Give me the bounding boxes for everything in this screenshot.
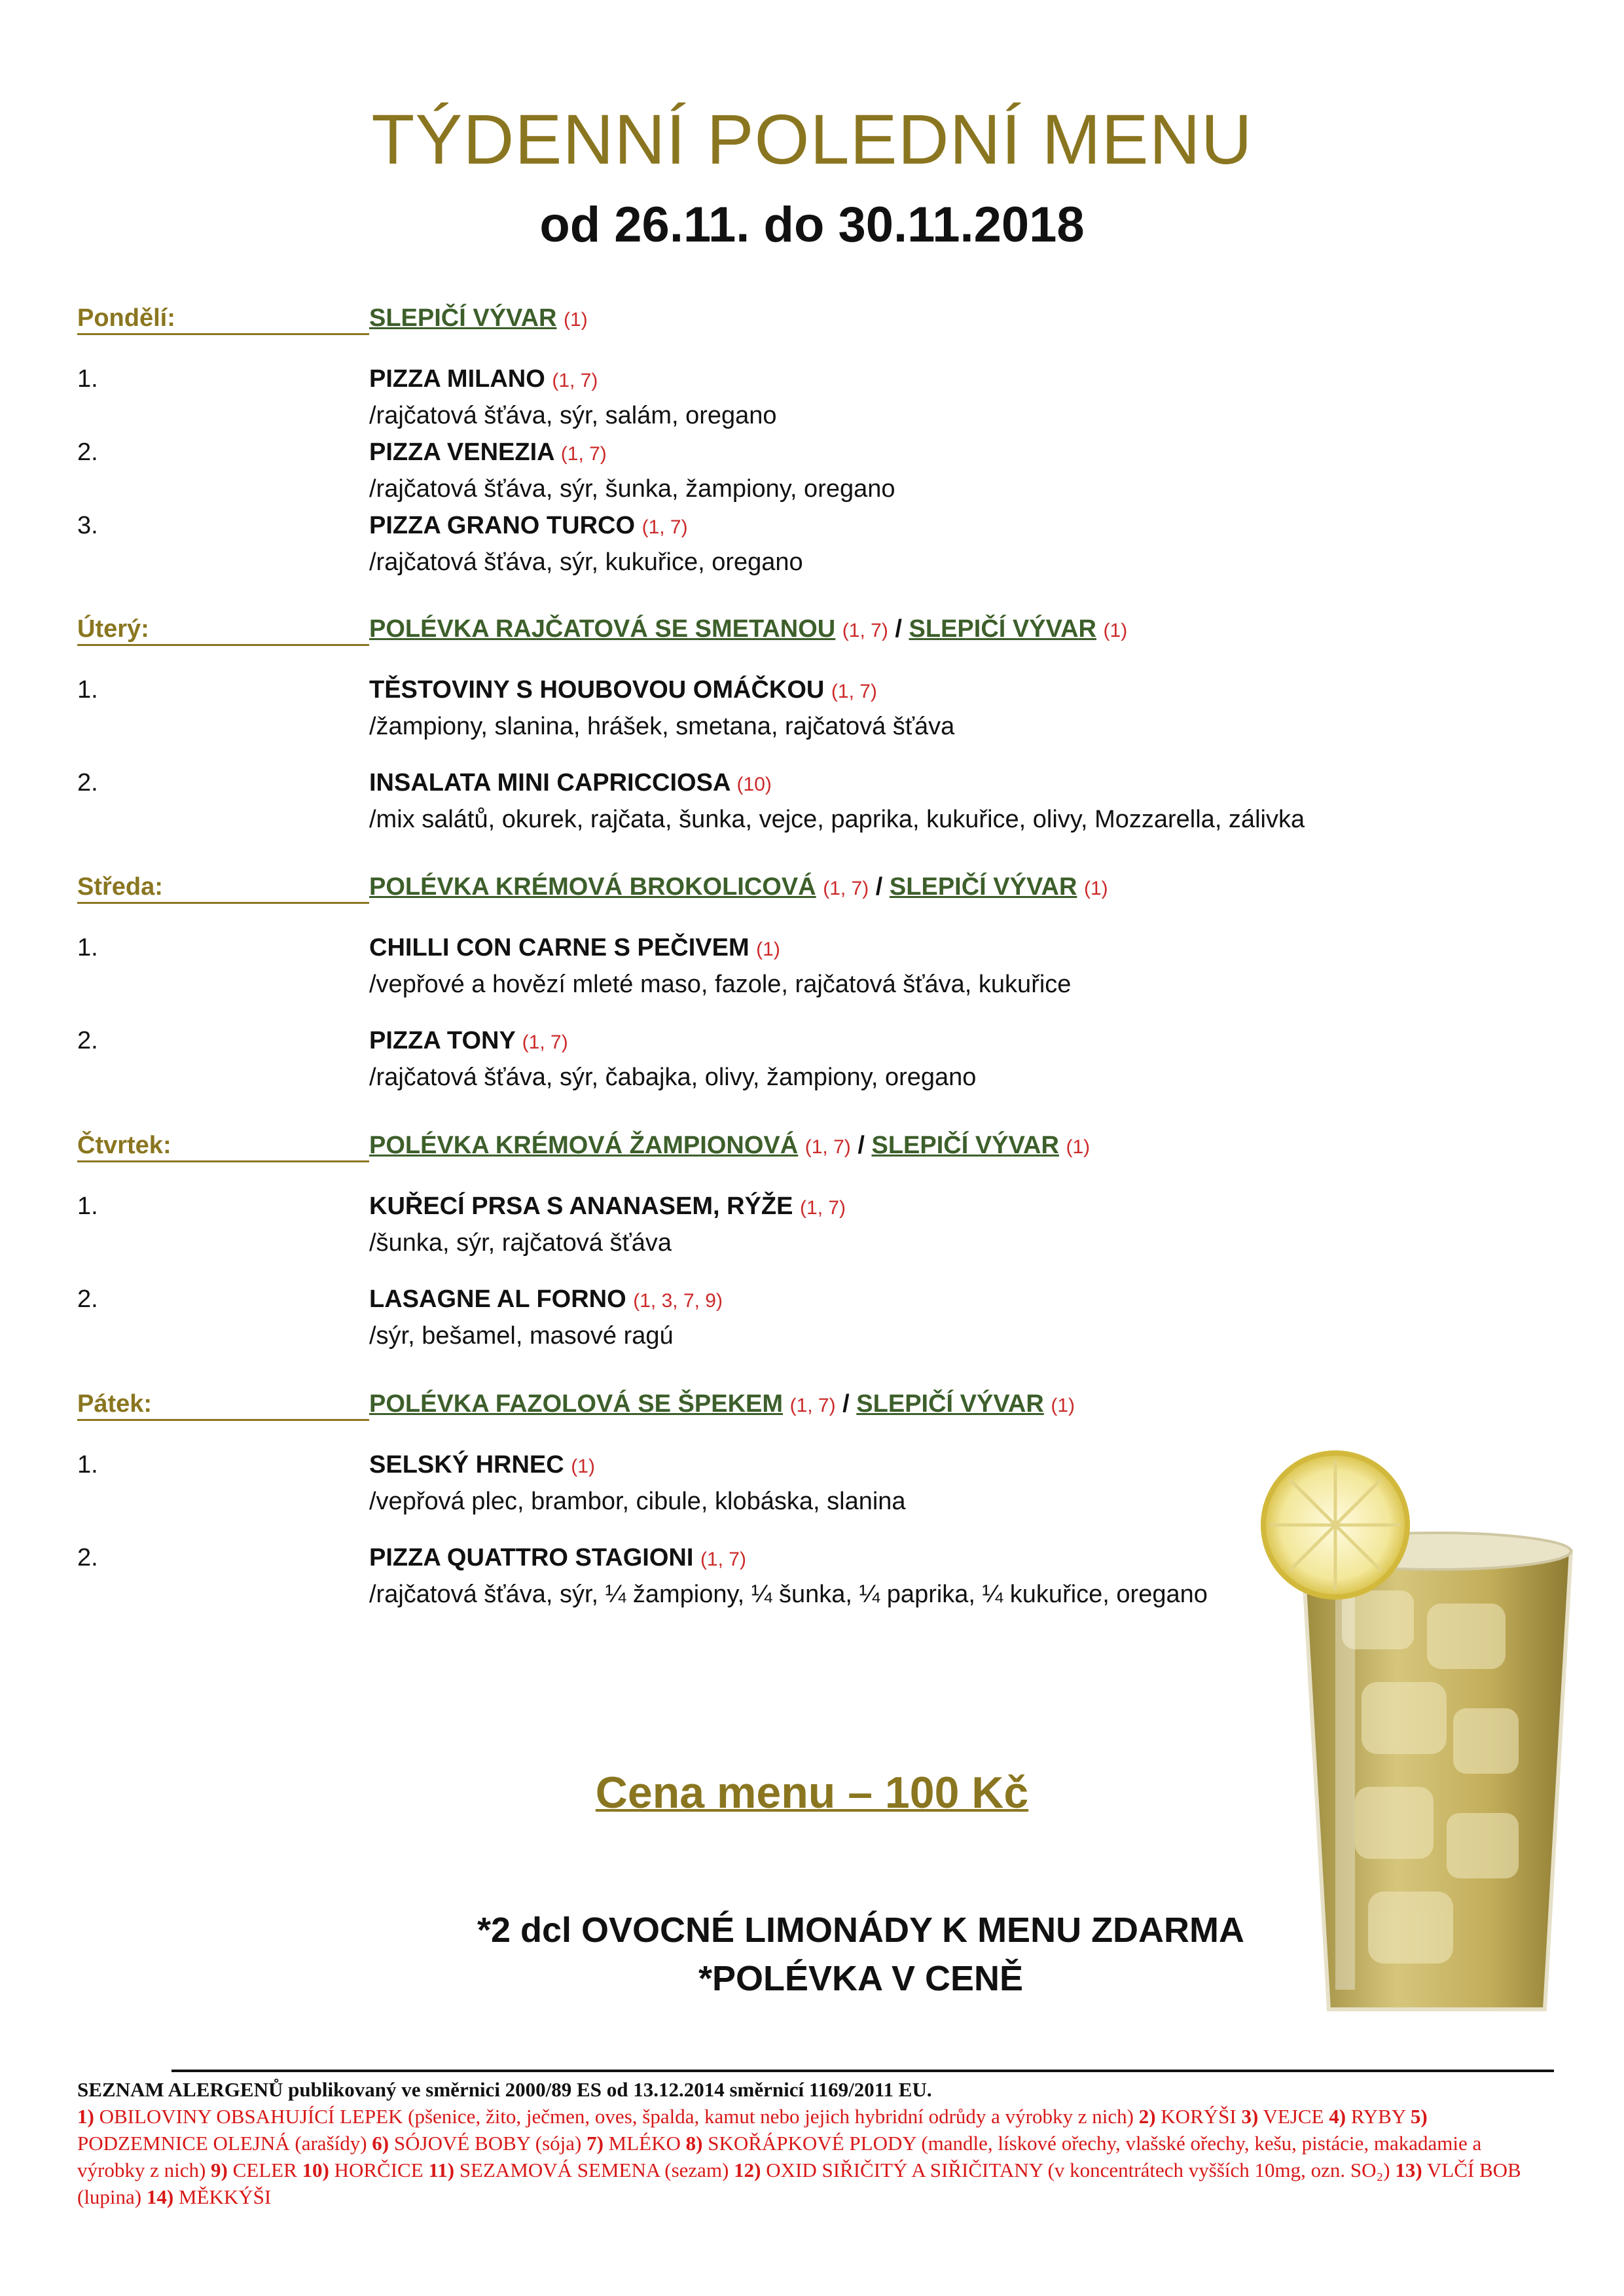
dish-line bbox=[369, 434, 607, 473]
allergen-number: 10) bbox=[302, 2159, 329, 2181]
dish-description: /šunka, sýr, rajčatová šťáva bbox=[369, 1229, 672, 1257]
soup-name: POLÉVKA KRÉMOVÁ ŽAMPIONOVÁ bbox=[369, 1132, 799, 1159]
day-heading bbox=[77, 614, 1127, 646]
item-number: 2. bbox=[77, 439, 98, 466]
dish-line bbox=[369, 361, 598, 399]
soup-name: POLÉVKA FAZOLOVÁ SE ŠPEKEM bbox=[369, 1390, 784, 1418]
day-heading bbox=[77, 1130, 1090, 1162]
allergen-text: VLČÍ BOB (lupina) bbox=[77, 2159, 1521, 2208]
price-text: Cena menu – 100 Kč bbox=[595, 1768, 1029, 1818]
dish-line bbox=[369, 1188, 846, 1227]
soup-name: POLÉVKA KRÉMOVÁ BROKOLICOVÁ bbox=[369, 873, 816, 901]
dish-allergens: (1, 7) bbox=[522, 1031, 568, 1053]
allergen-number: 14) bbox=[146, 2185, 174, 2208]
day-heading bbox=[77, 872, 1108, 904]
day-name: Úterý: bbox=[77, 614, 369, 646]
allergen-text: RYBY bbox=[1346, 2105, 1411, 2128]
soup-allergens: (1) bbox=[1103, 620, 1128, 641]
dish-line bbox=[369, 1539, 746, 1578]
allergen-text: SKOŘÁPKOVÉ PLODY (mandle, lískové ořechy, vlašské ořechy, kešu, pistácie, makadamie a výrobky z nich) bbox=[77, 2132, 1482, 2181]
item-number: 2. bbox=[77, 1027, 98, 1054]
dish-description: /vepřové a hovězí mleté maso, fazole, rajčatová šťáva, kukuřice bbox=[369, 971, 1072, 998]
dish-name: PIZZA GRANO TURCO bbox=[369, 512, 636, 539]
allergen-number: 7) bbox=[586, 2132, 604, 2155]
dish-name: LASAGNE AL FORNO bbox=[369, 1285, 626, 1313]
day-heading bbox=[77, 1389, 1075, 1421]
item-number: 1. bbox=[77, 365, 98, 393]
dish-description: /rajčatová šťáva, sýr, kukuřice, oregano bbox=[369, 548, 803, 576]
item-number: 1. bbox=[77, 934, 98, 961]
soup-allergens: (1) bbox=[1083, 878, 1108, 899]
allergen-number: 2) bbox=[1138, 2105, 1156, 2128]
dish-description: /rajčatová šťáva, sýr, šunka, žampiony, oregano bbox=[369, 475, 895, 503]
day-name: Pondělí: bbox=[77, 303, 369, 335]
allergen-text: VEJCE bbox=[1258, 2105, 1329, 2128]
dish-name: PIZZA MILANO bbox=[369, 365, 545, 393]
item-number: 2. bbox=[77, 769, 98, 797]
allergen-number: 12) bbox=[734, 2159, 761, 2181]
soup-allergens: (1, 7) bbox=[842, 620, 888, 641]
promo-limonada: *2 dcl OVOCNÉ LIMONÁDY K MENU ZDARMA bbox=[477, 1910, 1245, 1950]
allergen-text: SEZAMOVÁ SEMENA (sezam) bbox=[454, 2159, 734, 2181]
allergen-number: 4) bbox=[1329, 2105, 1346, 2128]
soup-allergens: (1, 7) bbox=[823, 878, 869, 899]
dish-allergens: (1, 7) bbox=[641, 516, 688, 538]
dish-name: TĚSTOVINY S HOUBOVOU OMÁČKOU bbox=[369, 676, 825, 704]
menu-title: TÝDENNÍ POLEDNÍ MENU bbox=[371, 99, 1253, 179]
dish-allergens: (1) bbox=[756, 939, 780, 960]
allergen-number: 6) bbox=[372, 2132, 389, 2155]
allergen-list bbox=[77, 2076, 1550, 2210]
soup-separator: / bbox=[842, 1390, 850, 1418]
menu-dates: od 26.11. do 30.11.2018 bbox=[539, 197, 1085, 253]
soup-allergens: (1, 7) bbox=[789, 1395, 836, 1416]
soup-allergens: (1) bbox=[1051, 1395, 1075, 1416]
item-number: 1. bbox=[77, 1451, 98, 1479]
dish-description: /rajčatová šťáva, sýr, salám, oregano bbox=[369, 402, 777, 429]
dish-line bbox=[369, 507, 688, 546]
divider bbox=[171, 2070, 1554, 2072]
dish-allergens: (1, 3, 7, 9) bbox=[633, 1290, 723, 1312]
allergen-text: OXID SIŘIČITÝ A SIŘIČITANY (v koncentrátech vyšších 10mg, ozn. SO₂) bbox=[761, 2159, 1396, 2181]
dish-allergens: (1, 7) bbox=[800, 1197, 846, 1219]
dish-allergens: (1, 7) bbox=[560, 443, 607, 465]
dish-line bbox=[369, 1446, 595, 1485]
day-name: Pátek: bbox=[77, 1389, 369, 1421]
item-number: 1. bbox=[77, 1193, 98, 1220]
allergen-text: CELER bbox=[227, 2159, 302, 2181]
dish-allergens: (1, 7) bbox=[831, 681, 877, 702]
allergen-text: PODZEMNICE OLEJNÁ (arašídy) bbox=[77, 2132, 372, 2155]
day-heading bbox=[77, 303, 588, 335]
soup-separator: / bbox=[895, 615, 902, 643]
promo-soup: *POLÉVKA V CENĚ bbox=[698, 1959, 1024, 1998]
lemonade-glass-icon bbox=[1231, 1420, 1623, 2022]
dish-description: /žampiony, slanina, hrášek, smetana, rajčatová šťáva bbox=[369, 713, 955, 740]
allergen-text: HORČICE bbox=[329, 2159, 429, 2181]
dish-line bbox=[369, 929, 780, 968]
item-number: 2. bbox=[77, 1544, 98, 1571]
dish-line bbox=[369, 1022, 568, 1061]
soup-allergens: (1) bbox=[564, 309, 588, 331]
allergen-number: 3) bbox=[1241, 2105, 1259, 2128]
soup-allergens: (1, 7) bbox=[804, 1136, 851, 1158]
dish-name: SELSKÝ HRNEC bbox=[369, 1451, 564, 1479]
day-name: Středa: bbox=[77, 872, 369, 904]
allergen-number: 5) bbox=[1410, 2105, 1428, 2128]
allergen-text: SÓJOVÉ BOBY (sója) bbox=[389, 2132, 587, 2155]
dish-name: KUŘECÍ PRSA S ANANASEM, RÝŽE bbox=[369, 1193, 793, 1220]
dish-allergens: (10) bbox=[736, 774, 772, 795]
allergen-text: KORÝŠI bbox=[1155, 2105, 1242, 2128]
dish-description: /mix salátů, okurek, rajčata, šunka, vejce, paprika, kukuřice, olivy, Mozzarella, zálivka bbox=[369, 806, 1305, 833]
soup-allergens: (1) bbox=[1066, 1136, 1091, 1158]
dish-description: /sýr, bešamel, masové ragú bbox=[369, 1322, 674, 1350]
soup-name: SLEPIČÍ VÝVAR bbox=[871, 1132, 1059, 1159]
allergen-number: 13) bbox=[1395, 2159, 1422, 2181]
dish-allergens: (1, 7) bbox=[700, 1549, 746, 1570]
dish-allergens: (1, 7) bbox=[552, 370, 598, 391]
dish-allergens: (1) bbox=[571, 1456, 595, 1477]
allergen-number: 8) bbox=[685, 2132, 703, 2155]
dish-line bbox=[369, 764, 772, 803]
item-number: 2. bbox=[77, 1285, 98, 1313]
dish-description: /rajčatová šťáva, sýr, čabajka, olivy, žampiony, oregano bbox=[369, 1064, 977, 1091]
dish-name: PIZZA TONY bbox=[369, 1027, 516, 1054]
soup-name: SLEPIČÍ VÝVAR bbox=[909, 615, 1096, 643]
item-number: 1. bbox=[77, 676, 98, 704]
allergen-number: 1) bbox=[77, 2105, 94, 2128]
soup-name: SLEPIČÍ VÝVAR bbox=[856, 1390, 1044, 1418]
soup-name: SLEPIČÍ VÝVAR bbox=[889, 873, 1077, 901]
soup-separator: / bbox=[857, 1132, 865, 1159]
allergen-text: MĚKKÝŠI bbox=[173, 2185, 272, 2208]
allergen-heading: SEZNAM ALERGENŮ publikovaný ve směrnici 2000/89 ES od 13.12.2014 směrnicí 1169/2011 EU. bbox=[77, 2078, 932, 2101]
soup-name: SLEPIČÍ VÝVAR bbox=[369, 304, 557, 332]
dish-description: /vepřová plec, brambor, cibule, klobáska, slanina bbox=[369, 1488, 906, 1515]
allergen-text: OBILOVINY OBSAHUJÍCÍ LEPEK (pšenice, žito, ječmen, oves, špalda, kamut nebo jejich hybridní odrůdy a výrobky z nich) bbox=[94, 2105, 1139, 2128]
soup-name: POLÉVKA RAJČATOVÁ SE SMETANOU bbox=[369, 615, 836, 643]
item-number: 3. bbox=[77, 512, 98, 539]
dish-description: /rajčatová šťáva, sýr, ¼ žampiony, ¼ šunka, ¼ paprika, ¼ kukuřice, oregano bbox=[369, 1581, 1208, 1608]
dish-name: PIZZA QUATTRO STAGIONI bbox=[369, 1544, 694, 1571]
dish-name: PIZZA VENEZIA bbox=[369, 439, 554, 466]
dish-line bbox=[369, 1281, 723, 1319]
allergen-number: 11) bbox=[428, 2159, 455, 2181]
allergen-items bbox=[77, 2103, 1550, 2210]
dish-name: CHILLI CON CARNE S PEČIVEM bbox=[369, 934, 749, 961]
dish-line bbox=[369, 672, 877, 710]
dish-name: INSALATA MINI CAPRICCIOSA bbox=[369, 769, 730, 797]
allergen-text: MLÉKO bbox=[603, 2132, 686, 2155]
day-name: Čtvrtek: bbox=[77, 1130, 369, 1162]
allergen-number: 9) bbox=[211, 2159, 228, 2181]
soup-separator: / bbox=[875, 873, 883, 901]
